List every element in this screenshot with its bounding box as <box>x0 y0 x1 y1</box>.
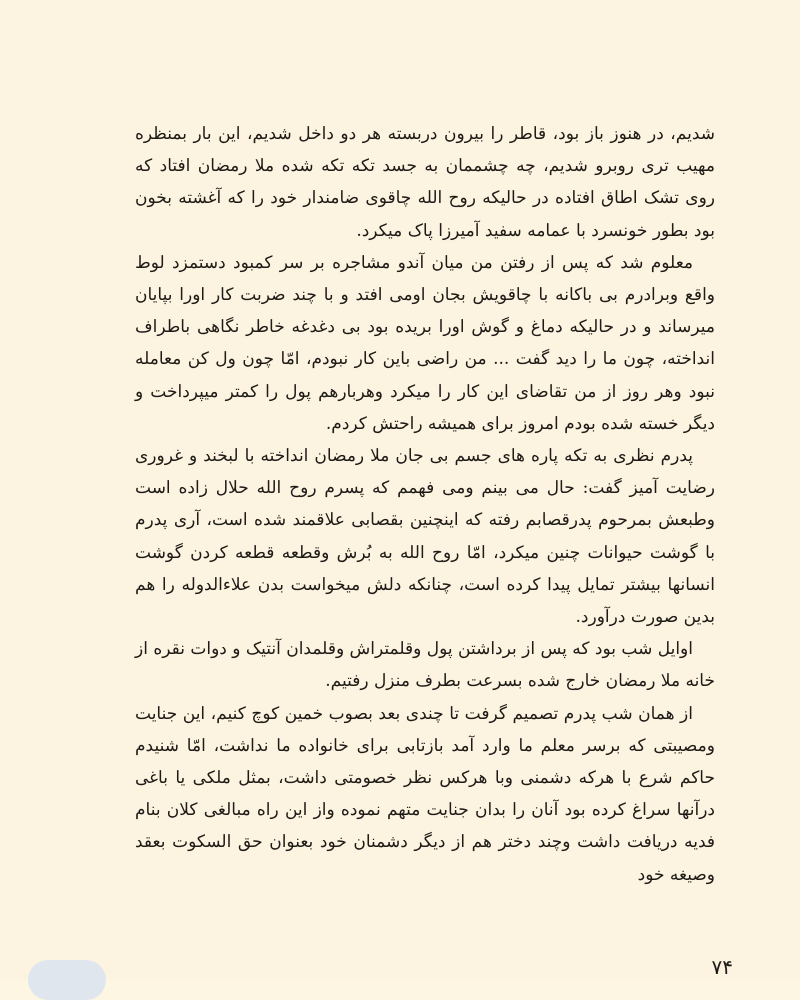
paragraph: از همان شب پدرم تصمیم گرفت تا چندی بعد بصوب خمین کوچ کنیم، این جنایت ومصیبتی که برسر معلم ما وارد آمد بازتابی برای خانواده ما نداشت، امّا شنیدم حاکم شرع با هرکه دشمنی وبا هرکس نظر خصومتی داشت، بمثل ملکی یا باغی درآنها سراغ کرده بود آنان را بدان جنایت متهم نموده واز این راه مبالغی کلان بنام فدیه دریافت داشت وچند دختر هم از دیگر دشمنان خود بعنوان حق السکوت بعقد وصیغه خود <box>135 703 715 885</box>
paragraph: معلوم شد که پس از رفتن من میان آندو مشاجره بر سر کمبود دستمزد لوط واقع وبرادرم بی باکانه با چاقویش بجان اومی افتد و با چند ضربت کار اورا بپایان میرساند و در حالیکه دماغ و گوش اورا بریده بود بی دغدغه خاطر نگاهی باطراف انداخته، چون ما را دید گفت ... من راضی باین کار نبودم، امّا چون ول کن معامله نبود وهر روز از من تقاضای این کار را میکرد وهربارهم پول را کمتر میپرداخت و دیگر خسته شده بودم امروز برای همیشه راحتش کردم. <box>135 252 715 434</box>
book-page: شدیم، در هنوز باز بود، قاطر را بیرون دربسته هر دو داخل شدیم، این بار بمنظره مهیب تری روبرو شدیم، چه چشممان به جسد تکه تکه شده ملا رمضان افتاد که روی تشک اطاق افتاده در حالیکه روح الله چاقوی ضامندار خود را که آغشته بخون بود بطور خونسرد با عمامه سفید آمیرزا پاک میکرد. معلوم شد که پس از رفتن من میان آندو مشاجره بر سر کمبود دستمزد لوط واقع وبرادرم بی باکانه با چاقویش بجان اومی افتد و با چند ضربت کار اورا بپایان میرساند و در حالیکه دماغ و گوش اورا بریده بود بی دغدغه خاطر نگاهی باطراف انداخته، چون ما را دید گفت ... من راضی باین کار نبودم، امّا چون ول کن معامله نبود وهر روز از من تقاضای این کار را میکرد وهربارهم پول را کمتر میپرداخت و دیگر خسته شده بودم امروز برای همیشه راحتش کردم. پدرم نظری به تکه پاره های جسم بی جان ملا رمضان انداخته با لبخند و غروری رضایت آمیز گفت: حال می بینم ومی فهمم که پسرم روح الله حلال زاده است وطبعش بمرحوم پدرقصابم رفته که اینچنین بقصابی علاقمند شده است، آری پدرم با گوشت حیوانات چنین میکرد، امّا روح الله به بُرش وقطعه قطعه کردن گوشت انسانها بیشتر تمایل پیدا کرده است، چنانکه دلش میخواست بدن علاءالدوله را هم بدین صورت درآورد. اوایل شب بود که پس از برداشتن پول وقلمتراش وقلمدان آنتیک و دوات نقره از خانه ملا رمضان خارج شده بسرعت بطرف منزل رفتیم. از همان شب پدرم تصمیم گرفت تا چندی بعد بصوب خمین کوچ کنیم، این جنایت ومصیبتی که برسر معلم ما وارد آمد بازتابی برای خانواده ما نداشت، امّا شنیدم حاکم شرع با هرکه دشمنی وبا هرکس نظر خصومتی داشت، بمثل ملکی یا باغی درآنها سراغ کرده بود آنان را بدان جنایت متهم نموده واز این راه مبالغی کلان بنام فدیه دریافت داشت وچند دختر هم از دیگر دشمنان خود بعنوان حق السکوت بعقد وصیغه خود ۷۴ <box>0 0 800 980</box>
paragraph: شدیم، در هنوز باز بود، قاطر را بیرون دربسته هر دو داخل شدیم، این بار بمنظره مهیب تری روبرو شدیم، چه چشممان به جسد تکه تکه شده ملا رمضان افتاد که روی تشک اطاق افتاده در حالیکه روح الله چاقوی ضامندار خود را که آغشته بخون بود بطور خونسرد با عمامه سفید آمیرزا پاک میکرد. <box>135 124 715 241</box>
paragraph: پدرم نظری به تکه پاره های جسم بی جان ملا رمضان انداخته با لبخند و غروری رضایت آمیز گفت: حال می بینم ومی فهمم که پسرم روح الله حلال زاده است وطبعش بمرحوم پدرقصابم رفته که اینچنین بقصابی علاقمند شده است، آری پدرم با گوشت حیوانات چنین میکرد، امّا روح الله به بُرش وقطعه قطعه کردن گوشت انسانها بیشتر تمایل پیدا کرده است، چنانکه دلش میخواست بدن علاءالدوله را هم بدین صورت درآورد. <box>135 446 715 628</box>
page-navigation-pill[interactable] <box>28 960 106 1000</box>
paragraph: اوایل شب بود که پس از برداشتن پول وقلمتراش وقلمدان آنتیک و دوات نقره از خانه ملا رمضان خارج شده بسرعت بطرف منزل رفتیم. <box>135 639 715 692</box>
body-text <box>135 118 715 891</box>
